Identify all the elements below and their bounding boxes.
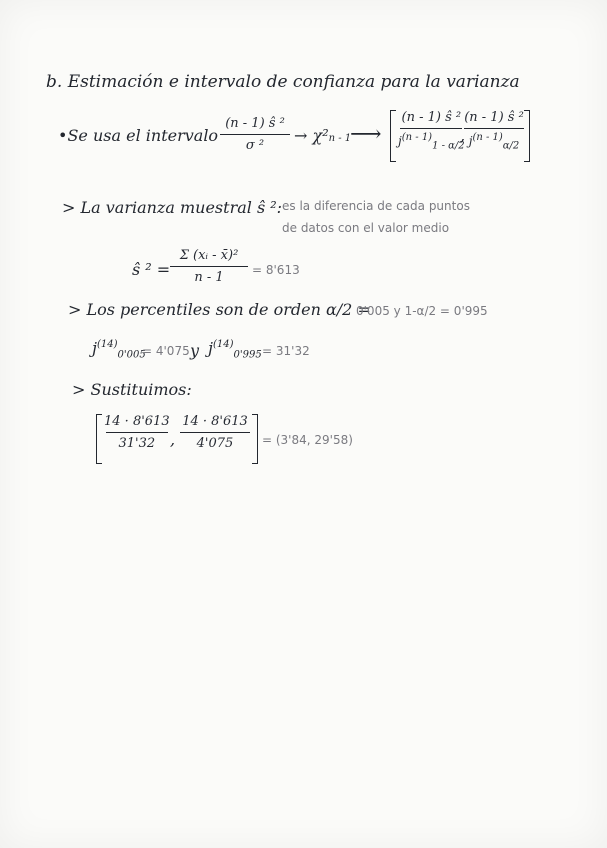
pivot-denominator: σ ² <box>245 138 265 153</box>
pivot-fraction <box>220 116 290 153</box>
chi-square-arrow: → χ²n - 1 <box>294 126 352 145</box>
bullet-sample-variance-lead: > La varianza muestral ŝ ²: <box>62 198 283 217</box>
bullet-substitute-lead: > Sustituimos: <box>72 380 192 399</box>
variance-formula-result: = 8'613 <box>252 263 300 277</box>
substitute-result: = (3'84, 29'58) <box>262 433 353 447</box>
substitute-left-fraction: 14 · 8'613 31'32 <box>104 414 170 451</box>
bullet-percentiles-lead: > Los percentiles son de orden α/2 = <box>68 300 371 319</box>
interval-left-fraction: (n - 1) ŝ ² $j^{(n - 1)}_{1 - \alpha/2}$ <box>398 110 465 152</box>
variance-formula-lhs: ŝ ² = <box>132 260 171 279</box>
percentile-and: y <box>190 341 200 360</box>
interval-right-fraction: (n - 1) ŝ ² $j^{(n - 1)}_{\alpha/2}$ <box>464 110 524 152</box>
pivot-numerator: (n - 1) ŝ ² <box>225 116 285 131</box>
percentile-high-value: = 31'32 <box>262 344 310 358</box>
implies-arrow-icon: ⟶ <box>350 122 382 147</box>
interval-comma: , <box>460 126 466 145</box>
variance-note-line2: de datos con el valor medio <box>282 221 450 235</box>
substitute-right-bracket <box>252 414 258 464</box>
percentile-low-value: = 4'075 <box>142 344 190 358</box>
percentile-high: $j^{(14)}_{0'995}$ <box>208 338 262 361</box>
substitute-left-bracket <box>96 414 102 464</box>
interval-left-bracket <box>390 110 396 162</box>
variance-formula-fraction: Σ (xᵢ - x̄)² n - 1 <box>170 248 248 285</box>
percentile-low: $j^{(14)}_{0'005}$ <box>92 338 146 361</box>
bullet-interval-lead: •Se usa el intervalo <box>58 126 219 145</box>
section-heading: b. Estimación e intervalo de confianza para la varianza <box>46 72 520 92</box>
percentiles-order-values: 0'005 y 1-α/2 = 0'995 <box>356 304 488 318</box>
interval-right-bracket <box>524 110 530 162</box>
substitute-right-fraction: 14 · 8'613 4'075 <box>180 414 250 451</box>
substitute-comma: , <box>170 430 176 449</box>
variance-note-line1: es la diferencia de cada puntos <box>282 199 470 213</box>
